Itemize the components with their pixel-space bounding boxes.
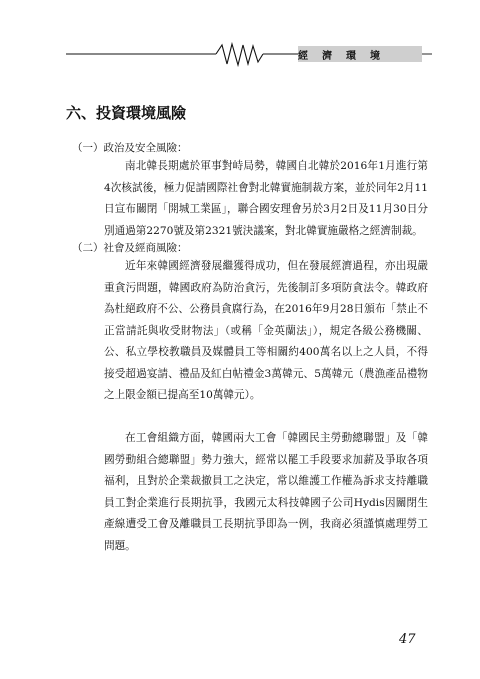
header-label: 經濟環境 xyxy=(298,51,394,62)
page-number: 47 xyxy=(399,632,416,647)
subsection-heading: （一）政治及安全風險： xyxy=(72,142,188,154)
subsection-heading: （二）社會及經商風險： xyxy=(72,242,188,254)
section-title: 六、投資環境風險 xyxy=(66,104,187,122)
paragraph: 近年來韓國經濟發展繼獲得成功，但在發展經濟過程，亦出現嚴重貪污問題，韓國政府為防治貪污，先後制訂多項防貪法令。韓政府為杜絕政府不公、公務員貪腐行為，在2016年9月28日頒布「禁止不正當請託與收受財物法」（或稱「金英蘭法」），規定各級公務機關、公、私立學校教職員及媒體員工等相關約400萬名以上之人員，不得接受超過宴請、禮品及紅白帖禮金3萬韓元、5萬韓元（農漁產品禮物之上限金額已提高至10萬韓元）。 xyxy=(104,260,428,401)
paragraph: 南北韓長期處於軍事對峙局勢，韓國自北韓於2016年1月進行第4次核試後，極力促請國際社會對北韓實施制裁方案，並於同年2月11日宣布關閉「開城工業區」，聯合國安理會另於3月2日及11月30日分別通過第2270號及第2321號決議案，對北韓實施嚴格之經濟制裁。 xyxy=(104,160,428,237)
paragraph: 在工會組織方面，韓國兩大工會「韓國民主勞動總聯盟」及「韓國勞動組合總聯盟」勢力強大，經常以罷工手段要求加薪及爭取各項福利，且對於企業裁撤員工之決定，常以維護工作權為訴求支持離職員工對企業進行長期抗爭，我國元太科技韓國子公司Hydis因關閉生產線遭受工會及離職員工長期抗爭即為一例，我商必須謹慎處理勞工問題。 xyxy=(104,432,428,552)
